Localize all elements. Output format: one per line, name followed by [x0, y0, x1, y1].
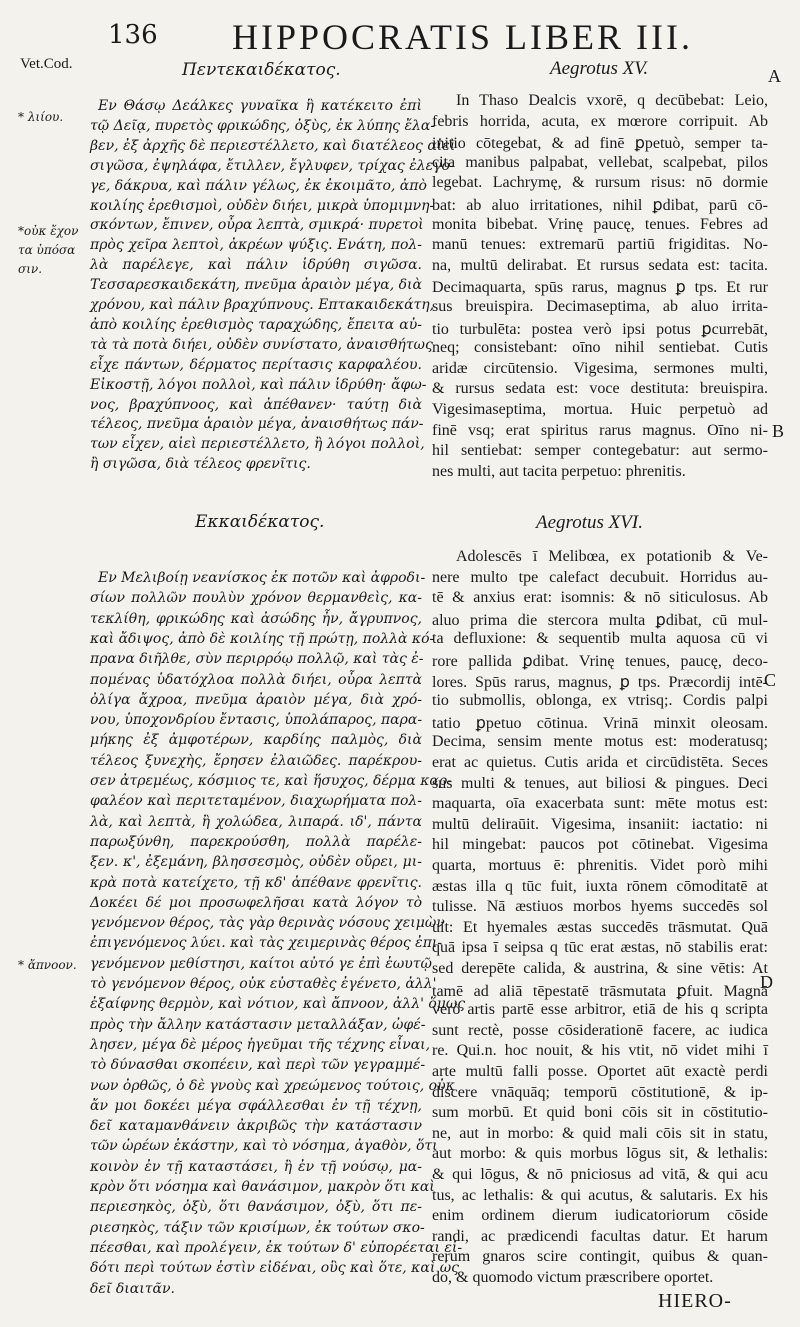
text-line: τὰ τὰ ποτὰ διήει, οὐδὲν συνίστατο, ἀναισθήτως — [90, 336, 433, 353]
text-line: & rursus sedata est: voce destituta: breuispira. — [432, 380, 768, 398]
latin-case16-title: Aegrotus XVI. — [536, 512, 643, 533]
text-line: νου, ὑποχονδρίου ἔντασις, ὑπολάπαρος, παρα- — [90, 712, 423, 729]
text-line: Εν Θάσῳ Δεάλκες γυναῖκα ἣ κατέκειτο ἐπὶ — [98, 98, 422, 114]
text-line: χρόνου, καὶ πάλιν βραχύπνους. Επτακαιδεκάτη, — [90, 297, 435, 313]
margin-variant: *οὐκ ἔχον — [18, 224, 79, 238]
text-line: re. Qui.n. hoc nouit, & his vtit, nō videt mihi ī — [432, 1042, 768, 1060]
text-line: Adolescēs ī Melibœa, ex potationib & Ve- — [456, 548, 768, 565]
text-line: σιγῶσα, ἐψηλάφα, ἔτιλλεν, ἔγλυφεν, τρίχας ἐλεγο- — [90, 157, 455, 174]
text-line: γενόμενον θέρος, τὰς γὰρ θερινὰς νόσους χειμὼν — [90, 915, 445, 932]
text-line: γε, δάκρυα, καὶ πάλιν γέλως, ἐκ ἐκοιμᾶτο, ἀπὸ — [90, 177, 427, 194]
text-line: Εἰκοστῇ, λόγοι πολλοὶ, καὶ πάλιν ἱδρύθη· ἄφω- — [90, 376, 427, 393]
text-line: τὸ δύνασθαι σκοπέειν, καὶ περὶ τῶν γεγραμμέ- — [90, 1057, 426, 1074]
margin-variant: * ἄπνοον. — [18, 958, 77, 972]
text-line: maquarta, oīa exacerbata sunt: mēte motus est: — [432, 795, 768, 813]
text-line: monita bibebat. Vrinę paucę, tenues. Febres ad — [432, 215, 768, 233]
latin-column — [432, 0, 768, 1327]
text-line: ne, aut in morbo: & quid mali cōis sit in statu, — [432, 1124, 768, 1142]
text-line: Vigesimaseptima, mortua. Huic perpetuò ad — [432, 401, 768, 418]
text-line: ὀλίγα ἄχροα, πνεῦμα ἀραιὸν μέγα, διὰ χρό- — [90, 691, 422, 708]
text-line: νος, βραχύπνοος, καὶ ἀπέθανεν· ταύτῃ διὰ — [90, 396, 422, 413]
text-line: quā ipsa ī seipsa q tūc erat æstas, nō stabilis erat: — [432, 939, 768, 957]
text-line: σίων πολλῶν πουλὺν χρόνον θερμανθεὶς, κα- — [90, 590, 422, 607]
text-line: μήκης ἐξ ἀμφοτέρων, καρδίης παλμὸς, διὰ — [90, 732, 422, 749]
text-line: tio submollis, oblonga, ex vtrisq;. Cordis palpi — [432, 692, 768, 710]
text-line: παρωξύνθη, παρεκρούσθη, πολλὰ παρέλε- — [90, 833, 422, 850]
text-line: tamē ad aliā tēpestatē trāsmutata ꝑfuit. Magnā — [432, 982, 768, 1000]
text-line: πρανα διῆλθε, σὺν περιρρόῳ πολλῷ, καὶ τὰς ἐ- — [90, 651, 424, 668]
text-line: πέεσθαι, καὶ προλέγειν, ἐκ τούτων δ' εὐπορέεται εἰ- — [90, 1239, 463, 1256]
text-line: neq; consistebant: oīno nihil sentiebat. Cutis — [432, 339, 768, 357]
text-line: εἶχε πάντων, δέρματος περίτασις καρφαλέου. — [90, 356, 422, 373]
margin-letter-d: D — [760, 972, 773, 992]
text-line: tulisse. Nā æstiuos morbos hyems succedēs sol — [432, 898, 768, 916]
text-line: ἐπιγενόμενος λύει. καὶ τὰς χειμερινὰς θέρος ἐπι- — [90, 935, 443, 952]
text-line: φαλέον καὶ περιτεταμένον, διαχωρήματα πολ- — [90, 793, 422, 810]
text-line: δεῖ καταμανθάνειν ἀκριβῶς τὴν κατάστασιν — [90, 1118, 422, 1135]
margin-letter-a: A — [768, 66, 781, 86]
text-line: sum morbū. Et quid boni cōis sit in cōstitutio- — [432, 1104, 768, 1122]
text-line: sus breuispira. Decimaseptima, ab aluo irrita- — [432, 298, 768, 315]
margin-variant: * λιίου. — [18, 110, 64, 124]
text-line: τῷ Δεῖᾳ, πυρετὸς φρικώδης, ὀξὺς, ἐκ λύπης ἔλα- — [90, 117, 436, 134]
text-line: aluo prima die stercora multa ꝑdibat, cū mul- — [432, 611, 768, 629]
text-line: uit: Et hyemales æstas succedēs trāsmutat. Quā — [432, 918, 768, 936]
text-line: sunt rectè, posse cōsiderationē facere, ac iudica — [432, 1021, 768, 1039]
text-line: tē & anxius erat: isomnis: & nō siticulosus. Ab — [432, 589, 768, 607]
text-line: manū tenues: extremarū partiū frigiditas. No- — [432, 236, 768, 254]
text-line: Δοκέει δέ μοι προσωφελῆσαι κατὰ λόγον τὸ — [90, 894, 422, 911]
text-line: multū deliraūit. Vigesima, insaniit: iactatio: ni — [432, 815, 768, 833]
text-line: nes multi, aut tacita perpetuo: phrenitis. — [432, 462, 686, 480]
text-line: legebat. Lachrymę, & rursum risus: nō dormie — [432, 174, 768, 192]
text-line: do, & quomodo victum præscribere oportet. — [432, 1269, 714, 1286]
text-line: verò artis partē esse arbitror, etiā de his q scripta — [432, 1001, 768, 1019]
margin-variant: τα ὑπόσα — [18, 243, 76, 257]
text-line: κοινὸν ἐν τῇ καταστάσει, ἢ ἐν τῇ νούσῳ, μα- — [90, 1158, 422, 1175]
text-line: In Thaso Dealcis vxorē, q decūbebat: Leio, — [456, 92, 768, 109]
text-line: ξεν. κ', ἐξεμάνη, βλησσεσμὸς, οὐδὲν οὔρει, μι- — [90, 854, 422, 871]
text-line: βεν, ἐξ ἀρχῆς δὲ περιεστέλλετο, καὶ διατέλεος αἰεὶ — [90, 137, 456, 154]
margin-variant: σιν. — [18, 262, 43, 276]
text-line: ἄν μοι δοκέει μέγα σφάλλεσθαι ἐν τῇ τέχνῃ, — [90, 1097, 422, 1114]
latin-case15-title: Aegrotus XV. — [550, 58, 649, 79]
text-line: discere vnāquāq; temporū cōstitutionē, & ip- — [432, 1083, 768, 1101]
margin-letter-b: B — [772, 421, 785, 441]
vet-cod-label: Vet.Cod. — [20, 56, 73, 72]
text-line: δότι περὶ τούτων ἐστὶν εἰδέναι, οὓς καὶ ὅτε, καὶ ὡς — [90, 1260, 460, 1277]
running-title: HIPPOCRATIS LIBER III. — [232, 17, 694, 57]
page-number: 136 — [108, 20, 158, 50]
greek-case15-title: Πεντεκαιδέκατος. — [182, 60, 341, 80]
text-line: τεκλίθη, φρικώδης καὶ ἀσώδης ἦν, ἄγρυπνος, — [90, 610, 422, 627]
text-line: λὰ παρέλεγε, καὶ πάλιν ἱδρύθη σιγῶσα. — [90, 257, 422, 274]
text-line: ἐξαίφνης θερμὸν, καὶ νότιον, καὶ ἄπνοον, ἀλλ' ὅμως — [90, 996, 466, 1013]
text-line: κοιλίης ἐρεθισμοὶ, οὐδὲν διήει, μικρὰ ὑπομιμνη- — [90, 197, 435, 214]
text-line: τέλεος, πνεῦμα ἀραιὸν μέγα, ἀναισθήτως πάν- — [90, 416, 424, 433]
text-line: hil mingebat: paucos pot cōtinebat. Vigesima — [432, 836, 768, 854]
text-line: & qui lōgus, & nō pniciosus ad vitā, & qui acu — [432, 1166, 768, 1183]
text-line: σκόντων, ἔπινεν, οὖρα λεπτὰ, σμικρά· πυρετοὶ — [90, 217, 424, 234]
text-line: bat: ab aluo irritationes, nihil ꝑdibat, parū cō- — [432, 197, 768, 214]
text-line: tio turbulēta: postea verò ipsi potus ꝑcurrebāt, — [432, 320, 768, 338]
text-line: πρὸς τὴν ἄλλην κατάστασιν μεταλλάξαν, ὠφέ- — [90, 1016, 426, 1033]
text-line: sed derepēte calida, & austrina, & sine vētis: At — [432, 960, 768, 977]
text-line: ριεσηκὸς, τάξιν τῶν κρισίμων, ἐκ τούτων σκο- — [90, 1219, 425, 1236]
text-line: aut morbo: & quis morbus lōgus sit, & lethalis: — [432, 1145, 768, 1163]
text-line: γενόμενον μεθίστησι, καίτοι αὐτό γε ἐπὶ ἑωυτῷ — [90, 955, 432, 972]
text-line: nere multo tpe calefact decubuit. Horridus au- — [432, 568, 768, 586]
text-line: hil sentiebat: semper contegebatur: aut sermo- — [432, 442, 768, 460]
text-line: τέλεος ξυνεχὴς, ἔρησεν ἐλαιῶδες. παρέκρου- — [90, 752, 422, 769]
text-line: Decimaquarta, spūs rarus, magnus ꝑ tps. Et rur — [432, 279, 768, 297]
text-line: arte multū falli posse. Oportet aūt exactè perdi — [432, 1063, 768, 1080]
text-line: erat ac quietus. Cutis arida et circūdistēta. Seces — [432, 754, 768, 771]
text-line: quarta, mortuus ē: phrenitis. Videt porò mihi — [432, 857, 768, 874]
text-line: na, multū delirabat. Et rursus sedata est: tacita. — [432, 256, 768, 274]
text-line: initio cōtegebat, & ad finē ꝑpetuò, semper ta- — [432, 135, 768, 153]
text-line: ta defluxione: & sequentib multa aquosa cū vi — [432, 630, 768, 648]
text-line: sus multi & tenues, aut biliosi & pingues. Deci — [432, 774, 768, 792]
text-line: randi, ac prædicendi facultas datur. Et harum — [432, 1227, 768, 1245]
text-line: δεῖ διαιτᾶν. — [90, 1280, 175, 1297]
text-line: rerum gnaros scire contingit, quibus & quan- — [432, 1248, 768, 1266]
text-line: πομένας ὑδατόχλοα πολλὰ διήει, οὖρα λεπτὰ — [90, 671, 422, 688]
text-line: Εν Μελιβοίῃ νεανίσκος ἐκ ποτῶν καὶ ἀφροδι- — [98, 570, 426, 586]
text-line: rore pallida ꝑdibat. Vrinę tenues, paucę, deco- — [432, 653, 768, 670]
text-line: των εἶχεν, αἰεὶ περιεστέλλετο, ἢ λόγοι πολλοὶ, — [90, 436, 425, 453]
text-line: πρὸς χεῖρα λεπτοὶ, ἀκρέων ψύξις. Ενάτη, πολ- — [90, 237, 422, 254]
text-line: ἀπὸ κοιλίης ἐρεθισμὸς ταραχώδης, ἔπειτα αὐ- — [90, 316, 422, 333]
text-line: λησεν, μέγα δὲ μέρος ἡγεῦμαι τῆς τέχνης εἶναι, — [90, 1036, 431, 1053]
text-line: κρὸν ὅτι νόσημα καὶ θανάσιμον, μακρὸν ὅτι καὶ — [90, 1179, 435, 1195]
text-line: καὶ ἄδιψος, ἀπὸ δὲ κοιλίης τῇ πρώτῃ, πολλὰ κό- — [90, 630, 435, 647]
text-line: finē vsq; erat spiritus rarus magnus. Oīno ni- — [432, 421, 768, 439]
text-line: λὰ, καὶ λεπτὰ, ἢ χολώδεα, λιπαρά. ιδ', πάντα — [90, 813, 422, 830]
text-line: περιεσηκὸς, ὀξὺ, ὅτι θανάσιμον, ὀξὺ, ὅτι πε- — [90, 1199, 422, 1216]
text-line: τῶν ὡρέων ἑκάστην, καὶ τὸ νόσημα, ἀγαθὸν, ὅτι — [90, 1138, 438, 1155]
text-line: enim ordinem dierum iudicatoriorum cōside — [432, 1207, 768, 1225]
text-line: Τεσσαρεσκαιδεκάτη, πνεῦμα ἀραιὸν μέγα, διὰ — [90, 277, 422, 294]
text-line: κρὰ ποτὰ κατείχετο, τῇ κδ' ἀπέθανε φρενῖτις. — [90, 874, 422, 891]
text-line: æstas illa q tūc fuit, iuxta rōnem cōmoditatē at — [432, 877, 768, 895]
text-line: cita manibus palpabat, vellebat, scalpebat, pilos — [432, 153, 768, 171]
text-line: σεν ἀτρεμέως, κόσμιος τε, καὶ ἥσυχος, δέρμα καρ- — [90, 773, 452, 789]
text-line: τὸ γενόμενον θέρος, οὐκ εὐσταθὲς ἐγένετο, ἀλλ' — [90, 976, 437, 992]
text-line: ἢ σιγῶσα, διὰ τέλεος φρενῖτις. — [90, 456, 311, 473]
greek-case16-title: Εκκαιδέκατος. — [195, 512, 325, 532]
text-line: lores. Spūs rarus, magnus, ꝑ tps. Præcordij intē- — [432, 673, 768, 691]
text-line: Decima, sensim mente motus est: moderatusq; — [432, 733, 768, 751]
catchword: HIERO- — [658, 1290, 732, 1312]
text-line: aridæ circūtensio. Vigesima, sermones multi, — [432, 359, 768, 377]
text-line: febris horrida, acuta, ex mœrore corripuit. Ab — [432, 112, 768, 130]
text-line: νων ὀρθῶς, ὁ δὲ γνοὺς καὶ χρεώμενος τούτοις, οὐκ — [90, 1077, 455, 1094]
text-line: tatio ꝑpetuo cōtinua. Vrinā minxit oleosam. — [432, 714, 768, 732]
text-line: tus, ac lethalis: & qui acutus, & salutaris. Ex his — [432, 1186, 768, 1204]
margin-letter-c: C — [764, 670, 777, 690]
